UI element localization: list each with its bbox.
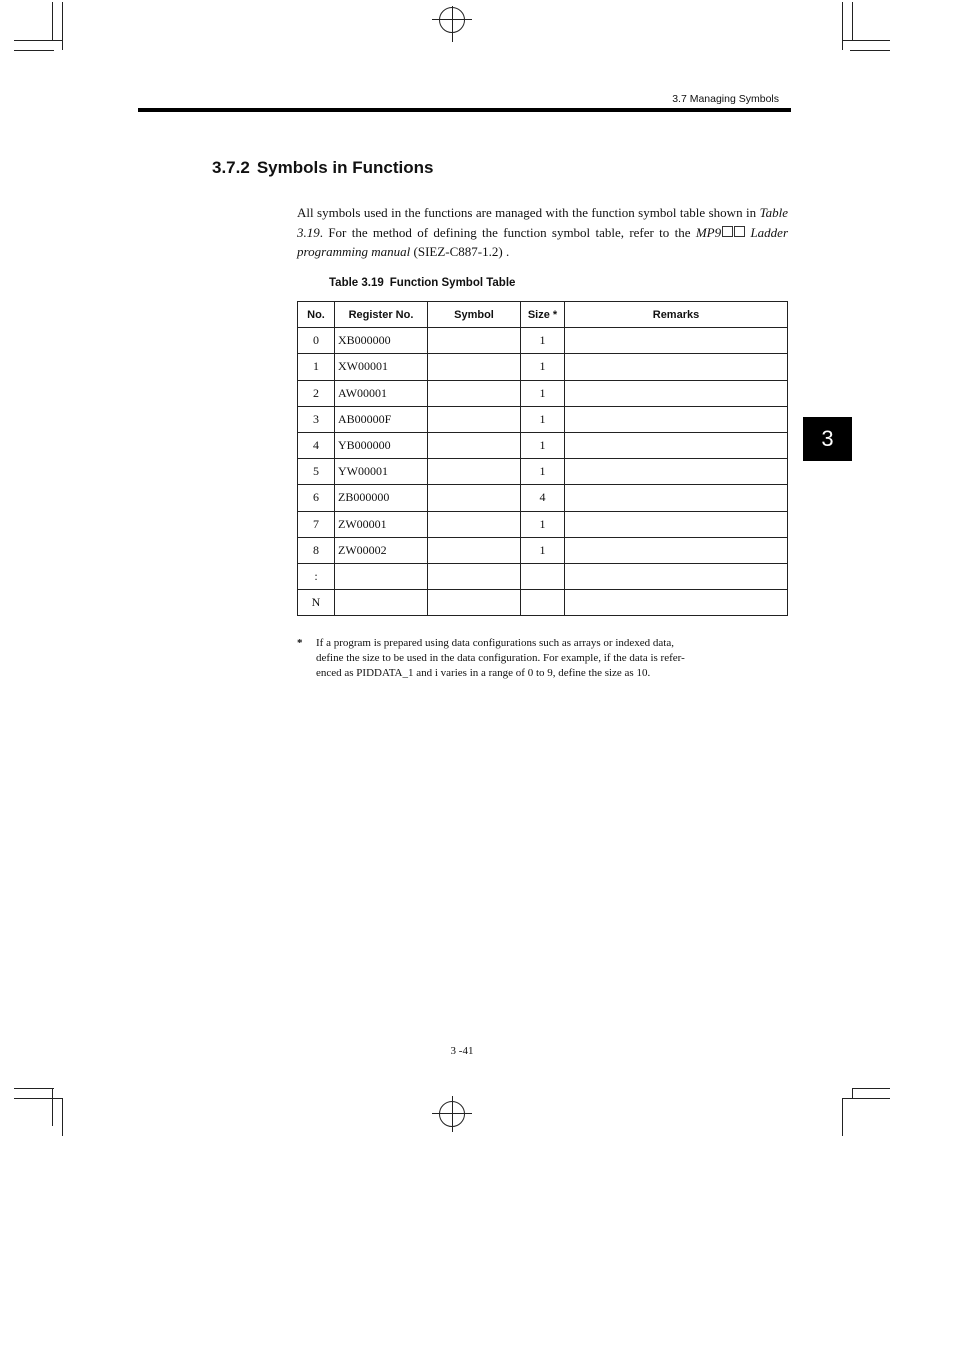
cell-remarks [565, 354, 788, 380]
page-number: 3 -41 [450, 1045, 474, 1057]
cell-size [521, 563, 565, 589]
column-header-no: No. [298, 302, 335, 328]
table-caption-number: Table 3.19 [329, 277, 384, 289]
crop-mark [842, 40, 890, 41]
cell-no: 7 [298, 511, 335, 537]
table-row [298, 459, 788, 485]
cell-no: 8 [298, 537, 335, 563]
crop-mark [852, 1088, 853, 1098]
function-symbol-table [297, 301, 788, 616]
body-paragraph [297, 203, 788, 262]
chapter-tab: 3 [803, 417, 852, 461]
crop-mark [852, 1088, 890, 1089]
header-rule [138, 108, 791, 112]
cell-no: 4 [298, 432, 335, 458]
cell-remarks [565, 511, 788, 537]
cell-size: 1 [521, 511, 565, 537]
paragraph-text: . For the method of defining the function symbol table, refer to the [319, 224, 696, 240]
cell-register: XW00001 [335, 354, 428, 380]
section-title: Symbols in Functions [256, 158, 434, 177]
cell-size: 1 [521, 380, 565, 406]
table-caption [329, 277, 515, 289]
manual-prefix: MP9 [695, 224, 722, 240]
column-header-register: Register No. [335, 302, 428, 328]
section-number: 3.7.2 [212, 158, 250, 177]
crop-mark [14, 1098, 62, 1099]
footnote-line: define the size to be used in the data configuration. For example, if the data is refer- [316, 652, 685, 664]
crop-mark [62, 2, 63, 50]
crop-mark [852, 2, 853, 40]
placeholder-box-icon [734, 226, 745, 237]
footnote-text [316, 636, 697, 681]
table-row [298, 328, 788, 354]
cell-remarks [565, 563, 788, 589]
table-reference-link[interactable]: Table 3.19 [297, 205, 788, 240]
crop-mark [14, 40, 62, 41]
cell-no: N [298, 590, 335, 616]
crop-mark [62, 1098, 63, 1136]
cell-size: 1 [521, 432, 565, 458]
table-caption-title: Function Symbol Table [389, 277, 516, 289]
column-header-size: Size * [521, 302, 565, 328]
cell-symbol [428, 537, 521, 563]
cell-size: 1 [521, 459, 565, 485]
footnote-line: If a program is prepared using data configurations such as arrays or indexed data, [316, 637, 674, 649]
cell-register: ZW00001 [335, 511, 428, 537]
cell-register: ZW00002 [335, 537, 428, 563]
footnote-line: enced as PIDDATA_1 and i varies in a range of 0 to 9, define the size as 10. [316, 667, 651, 679]
cell-remarks [565, 590, 788, 616]
crop-mark [842, 1098, 890, 1099]
cell-remarks [565, 459, 788, 485]
cell-register: AB00000F [335, 406, 428, 432]
crop-mark [842, 2, 843, 50]
cell-register [335, 590, 428, 616]
cell-size: 1 [521, 537, 565, 563]
table-row [298, 485, 788, 511]
cell-symbol [428, 380, 521, 406]
placeholder-box-icon [722, 226, 733, 237]
cell-register: YW00001 [335, 459, 428, 485]
crop-mark [52, 1088, 53, 1126]
cell-symbol [428, 459, 521, 485]
paragraph-text: (SIEZ-C887-1.2) . [410, 244, 510, 259]
cell-symbol [428, 511, 521, 537]
column-header-remarks: Remarks [565, 302, 788, 328]
cell-size [521, 590, 565, 616]
cell-no: 0 [298, 328, 335, 354]
table-body [298, 328, 788, 616]
table-row [298, 380, 788, 406]
crop-mark [850, 50, 890, 51]
table-header-row [298, 302, 788, 328]
cell-register: AW00001 [335, 380, 428, 406]
cell-remarks [565, 406, 788, 432]
table-row [298, 354, 788, 380]
table-footnote [297, 636, 697, 681]
cell-register: ZB000000 [335, 485, 428, 511]
crop-mark [842, 1098, 843, 1136]
cell-symbol [428, 485, 521, 511]
manual-suffix: Ladder programming manual [297, 224, 789, 259]
cell-size: 1 [521, 354, 565, 380]
cell-register: YB000000 [335, 432, 428, 458]
cell-size: 4 [521, 485, 565, 511]
table-row [298, 590, 788, 616]
cell-no: 1 [298, 354, 335, 380]
cell-remarks [565, 485, 788, 511]
crop-mark [52, 2, 53, 40]
paragraph-text: All symbols used in the functions are managed with the function symbol table shown in [297, 205, 760, 220]
cell-remarks [565, 328, 788, 354]
cell-symbol [428, 590, 521, 616]
registration-mark [439, 7, 465, 33]
table-row [298, 537, 788, 563]
cell-no: 6 [298, 485, 335, 511]
crop-mark [14, 50, 54, 51]
table-row [298, 511, 788, 537]
cell-symbol [428, 563, 521, 589]
cell-no: 5 [298, 459, 335, 485]
cell-symbol [428, 406, 521, 432]
cell-symbol [428, 432, 521, 458]
cell-register [335, 563, 428, 589]
table-row [298, 563, 788, 589]
cell-no: 2 [298, 380, 335, 406]
cell-symbol [428, 328, 521, 354]
registration-mark [439, 1101, 465, 1127]
table-row [298, 432, 788, 458]
cell-symbol [428, 354, 521, 380]
cell-size: 1 [521, 406, 565, 432]
cell-no: 3 [298, 406, 335, 432]
cell-remarks [565, 380, 788, 406]
table-row [298, 406, 788, 432]
crop-mark [14, 1088, 54, 1089]
cell-no: : [298, 563, 335, 589]
cell-remarks [565, 537, 788, 563]
cell-register: XB000000 [335, 328, 428, 354]
column-header-symbol: Symbol [428, 302, 521, 328]
running-head: 3.7 Managing Symbols [672, 93, 779, 105]
footnote-marker: * [297, 637, 303, 649]
cell-size: 1 [521, 328, 565, 354]
section-heading [212, 158, 433, 178]
cell-remarks [565, 432, 788, 458]
